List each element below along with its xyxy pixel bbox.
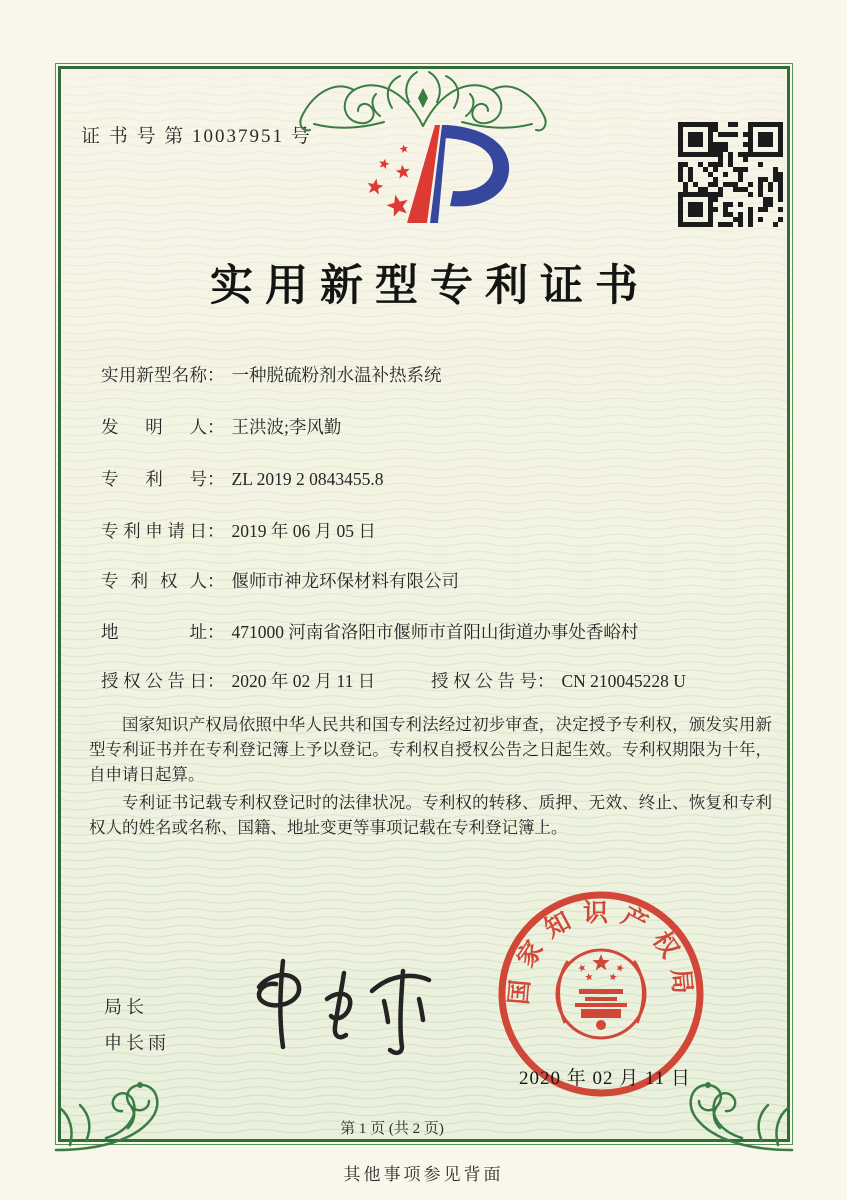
field-value: 偃师市神龙环保材料有限公司	[231, 571, 459, 591]
legal-paragraph-1: 国家知识产权局依照中华人民共和国专利法经过初步审查，决定授予专利权，颁发实用新型专利证书并在专利登记簿上予以登记。专利权自授权公告之日起生效。专利权期限为十年，自申请日起算。	[89, 715, 772, 784]
grant-number-group	[431, 668, 686, 693]
legal-paragraph-2: 专利证书记载专利权登记时的法律状况。专利权的转移、质押、无效、终止、恢复和专利权人的姓名或名称、国籍、地址变更等事项记载在专利登记簿上。	[89, 793, 772, 837]
legal-text-block	[89, 712, 772, 843]
field-colon: ：	[207, 521, 225, 541]
seal-date: 2020 年 02 月 11 日	[519, 1068, 692, 1089]
border-ornament-icon	[292, 66, 554, 146]
field-colon: ：	[207, 365, 225, 385]
field-label: 专利权人	[101, 571, 207, 591]
field-value: ZL 2019 2 0843455.8	[231, 469, 384, 489]
director-name: 申长雨	[104, 1033, 170, 1053]
field-colon: ：	[207, 469, 225, 489]
director-title: 局长	[104, 997, 148, 1017]
field-value: CN 210045228 U	[561, 671, 686, 691]
field-row-inventor	[101, 414, 341, 439]
field-value: 471000 河南省洛阳市偃师市首阳山街道办事处香峪村	[231, 622, 639, 642]
certificate-title: 实用新型专利证书	[210, 263, 650, 310]
certificate-frame-inner	[58, 66, 790, 1142]
field-colon: ：	[207, 571, 225, 591]
field-value: 2019 年 06 月 05 日	[231, 521, 376, 541]
field-label: 发明人	[101, 417, 207, 437]
field-row-patent-number	[101, 466, 383, 491]
field-label: 专利号	[101, 469, 207, 489]
field-value: 一种脱硫粉剂水温补热系统	[231, 365, 442, 385]
certificate-frame	[55, 63, 793, 1145]
field-colon: ：	[207, 671, 225, 691]
field-label: 授权公告号	[431, 671, 537, 691]
field-value: 王洪波;李风勤	[231, 417, 342, 437]
footer-note: 其他事项参见背面	[343, 1165, 504, 1184]
field-value: 2020 年 02 月 11 日	[231, 671, 376, 691]
qr-code	[674, 118, 787, 231]
field-row-patentee	[101, 568, 459, 593]
field-colon: ：	[207, 417, 225, 437]
field-label: 实用新型名称	[101, 365, 207, 385]
field-label: 授权公告日	[101, 671, 207, 691]
director-signature-image	[226, 947, 456, 1062]
field-row-grant	[101, 668, 686, 693]
field-row-address	[101, 619, 638, 644]
field-colon: ：	[537, 671, 555, 691]
certificate-number: 证 书 号 第 10037951 号	[81, 126, 312, 147]
field-colon: ：	[207, 622, 225, 642]
field-row-utility-name	[101, 362, 442, 387]
field-label: 专利申请日	[101, 521, 207, 541]
field-label: 地址	[101, 622, 207, 642]
field-row-filing-date	[101, 518, 376, 543]
corner-flourish-left-icon	[53, 1038, 168, 1153]
page-indicator: 第 1 页 (共 2 页)	[340, 1121, 444, 1137]
seal-text: 国家知识产权局	[505, 899, 697, 1006]
